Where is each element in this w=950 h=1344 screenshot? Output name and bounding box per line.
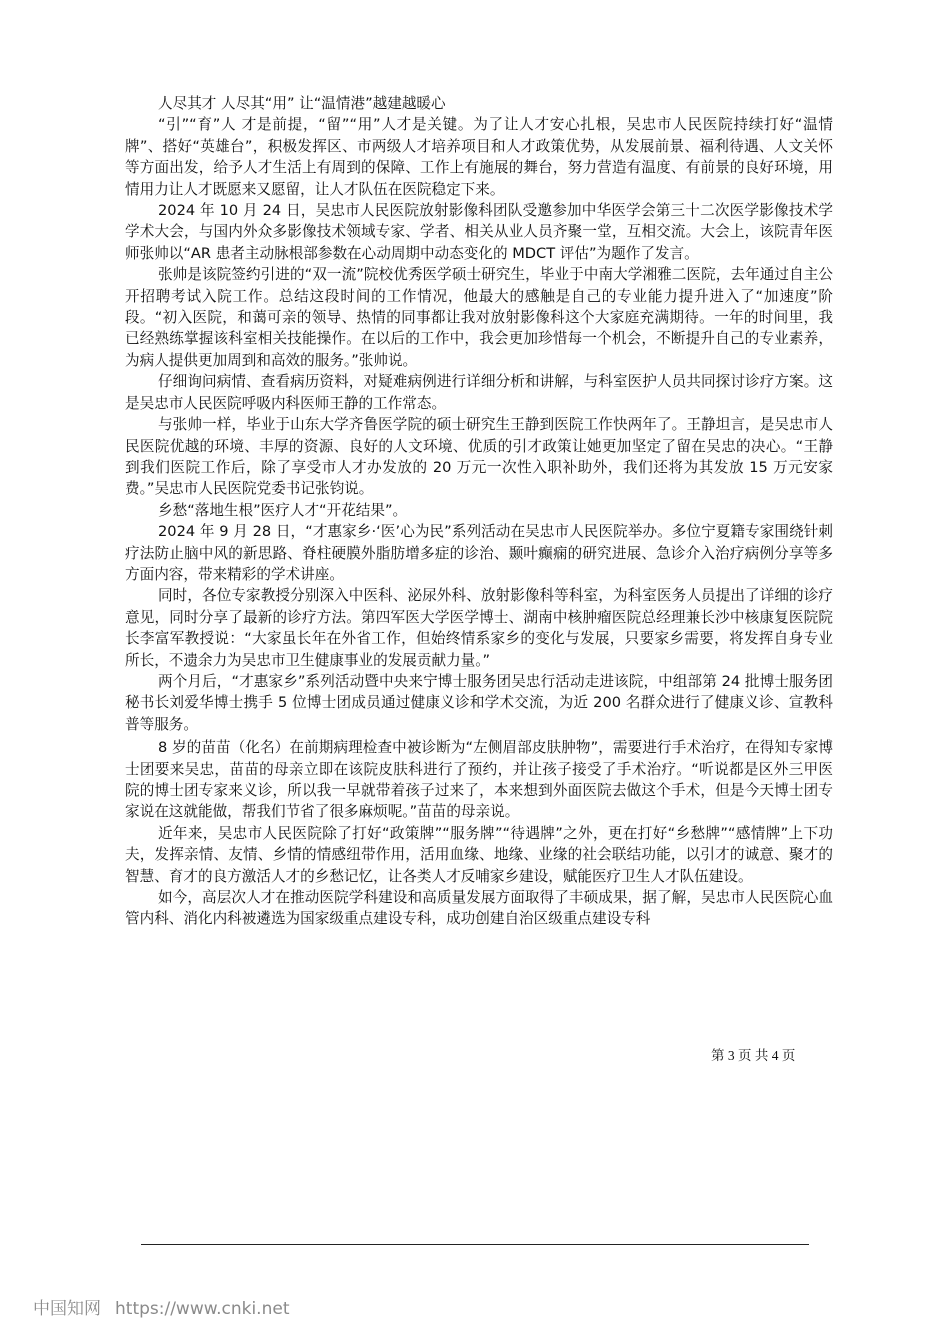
section-heading: 乡愁“落地生根”医疗人才“开花结果”。 — [158, 501, 408, 519]
paragraph: “引”“育”人 才是前提，“留”“用”人才是关键。为了让人才安心扎根，吴忠市人民医院持续打好“温情牌”、搭好“英雄台”，积极发挥区、市两级人才培养项目和人才政策优势，从发展前景、福利待遇、人文关怀等方面出发，给予人才生活上有周到的保障、工作上有施展的舞台，努力营造有温度、有前景的良好环境，用情用力让人才既愿来又愿留，让人才队伍在医院稳定下来。 — [125, 116, 833, 198]
paragraph: 8 岁的苗苗（化名）在前期病理检查中被诊断为“左侧眉部皮肤肿物”，需要进行手术治疗，在得知专家博士团要来吴忠，苗苗的母亲立即在该院皮肤科进行了预约，并让孩子接受了手术治疗。“听说都是区外三甲医院的博士团专家来义诊，所以我一早就带着孩子过来了，本来想到外面医院去做这个手术，但是今天博士团专家说在这就能做，帮我们节省了很多麻烦呢。”苗苗的母亲说。 — [125, 739, 833, 821]
watermark-url: https://www.cnki.net — [115, 1299, 290, 1319]
section-heading: 人尽其才 人尽其“用” 让“温情港”越建越暖心 — [158, 95, 446, 112]
paragraph: 2024 年 9 月 28 日，“才惠家乡·‘医’心为民”系列活动在吴忠市人民医院举办。多位宁夏籍专家围绕针刺疗法防止脑中风的新思路、脊柱硬膜外脂肪增多症的诊治、颞叶癫痫的研究进展、急诊介入治疗病例分享等多方面内容，带来精彩的学术讲座。 — [125, 523, 833, 583]
source-watermark — [33, 1294, 303, 1319]
paragraph: 两个月后，“才惠家乡”系列活动暨中央来宁博士服务团吴忠行活动走进该院，中组部第 24 批博士服务团秘书长刘爱华博士携手 5 位博士团成员通过健康义诊和学术交流，为近 200 名群众进行了健康义诊、宣教科普等服务。 — [125, 672, 833, 733]
article-body — [125, 93, 833, 930]
paragraph: 如今，高层次人才在推动医院学科建设和高质量发展方面取得了丰硕成果，据了解，吴忠市人民医院心血管内科、消化内科被遴选为国家级重点建设专科，成功创建自治区级重点建设专科 — [125, 889, 833, 928]
paragraph: 仔细询问病情、查看病历资料，对疑难病例进行详细分析和讲解，与科室医护人员共同探讨诊疗方案。这是吴忠市人民医院呼吸内科医师王静的工作常态。 — [125, 373, 833, 412]
paragraph: 2024 年 10 月 24 日，吴忠市人民医院放射影像科团队受邀参加中华医学会第三十二次医学影像技术学学术大会，与国内外众多影像技术领域专家、学者、相关从业人员齐聚一堂，互相交流。大会上，该院青年医师张帅以“AR 患者主动脉根部参数在心动周期中动态变化的 MDCT 评估”为题作了发言。 — [125, 202, 833, 262]
page-number: 第 3 页 共 4 页 — [711, 1048, 796, 1063]
paragraph: 同时，各位专家教授分别深入中医科、泌尿外科、放射影像科等科室，为科室医务人员提出了详细的诊疗意见，同时分享了最新的诊疗方法。第四军医大学医学博士、湖南中核肿瘤医院总经理兼长沙中核康复医院院长李富军教授说：“大家虽长年在外省工作，但始终情系家乡的变化与发展，只要家乡需要，将发挥自身专业所长，不遗余力为吴忠市卫生健康事业的发展贡献力量。” — [125, 587, 833, 669]
paragraph: 与张帅一样，毕业于山东大学齐鲁医学院的硕士研究生王静到医院工作快两年了。王静坦言，是吴忠市人民医院优越的环境、丰厚的资源、良好的人文环境、优质的引才政策让她更加坚定了留在吴忠的决心。“王静到我们医院工作后，除了享受市人才办发放的 20 万元一次性入职补助外，我们还将为其发放 15 万元安家费。”吴忠市人民医院党委书记张钧说。 — [125, 416, 833, 498]
watermark-brand: 中国知网 — [33, 1299, 101, 1319]
paragraph: 近年来，吴忠市人民医院除了打好“政策牌”“服务牌”“待遇牌”之外，更在打好“乡愁牌”“感情牌”上下功夫，发挥亲情、友情、乡情的情感纽带作用，活用血缘、地缘、业缘的社会联结功能，以引才的诚意、聚才的智慧、育才的良方激活人才的乡愁记忆，让各类人才反哺家乡建设，赋能医疗卫生人才队伍建设。 — [125, 824, 833, 885]
paragraph: 张帅是该院签约引进的“双一流”院校优秀医学硕士研究生，毕业于中南大学湘雅二医院，去年通过自主公开招聘考试入院工作。总结这段时间的工作情况，他最大的感触是自己的专业能力提升进入了“加速度”阶段。“初入医院，和蔼可亲的领导、热情的同事都让我对放射影像科这个大家庭充满期待。一年的时间里，我已经熟练掌握该科室相关技能操作。在以后的工作中，我会更加珍惜每一个机会，不断提升自己的专业素养，为病人提供更加周到和高效的服务。”张帅说。 — [125, 266, 833, 369]
footer-divider — [141, 1244, 809, 1245]
